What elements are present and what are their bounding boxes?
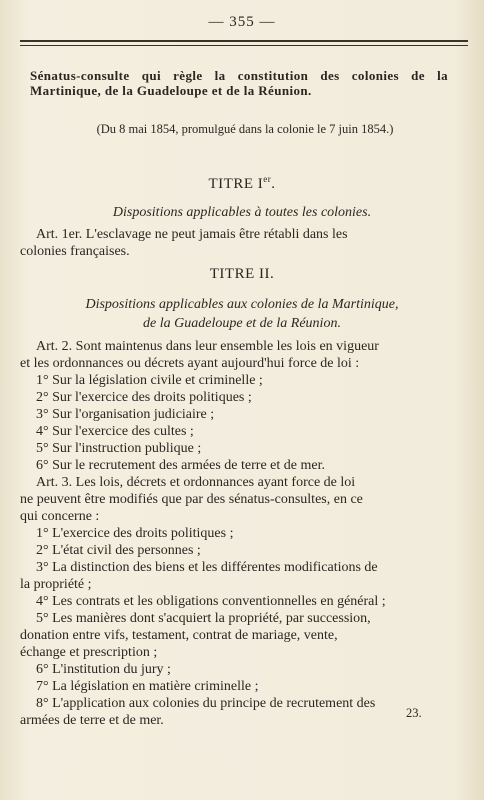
folio-signature: 23. xyxy=(406,706,422,720)
titre-2-subtitle-line-2: de la Guadeloupe et de la Réunion. xyxy=(143,316,341,331)
decree-title: Sénatus-consulte qui règle la constitution des colonies de la Martinique, de la Guadeloupe et de la Réunion. xyxy=(30,68,448,98)
header-rule-thick xyxy=(20,40,468,42)
art3-line-1: Art. 3. Les lois, décrets et ordonnances ayant force de loi xyxy=(36,475,356,490)
art3-line-3: qui concerne : xyxy=(20,509,100,524)
page-number: — 355 — xyxy=(208,14,276,30)
art3-item-3: 3° La distinction des biens et les différentes modifications de xyxy=(36,560,378,575)
titre-1-subtitle: Dispositions applicables à toutes les colonies. xyxy=(112,205,372,220)
art3-item-2: 2° L'état civil des personnes ; xyxy=(36,543,201,558)
art3-item-1: 1° L'exercice des droits politiques ; xyxy=(36,526,234,541)
art1-line-2: colonies françaises. xyxy=(20,244,130,259)
art2-item-6: 6° Sur le recrutement des armées de terre et de mer. xyxy=(36,458,325,473)
titre-2-subtitle-line-1: Dispositions applicables aux colonies de la Martinique, xyxy=(85,297,399,312)
art3-item-5: 5° Les manières dont s'acquiert la propriété, par succession, xyxy=(36,611,371,626)
art3-item-3-cont: la propriété ; xyxy=(20,577,92,592)
art2-line-1: Art. 2. Sont maintenus dans leur ensemble les lois en vigueur xyxy=(36,339,379,354)
art3-item-6: 6° L'institution du jury ; xyxy=(36,662,171,677)
art2-item-1: 1° Sur la législation civile et criminelle ; xyxy=(36,373,263,388)
art2-line-2: et les ordonnances ou décrets ayant aujourd'hui force de loi : xyxy=(20,356,360,371)
header-rule-thin xyxy=(20,45,468,46)
titre-1-main: TITRE I xyxy=(208,176,264,192)
art1-line-1: Art. 1er. L'esclavage ne peut jamais être rétabli dans les xyxy=(36,227,348,242)
titre-1-heading xyxy=(0,174,484,193)
art2-item-2: 2° Sur l'exercice des droits politiques ; xyxy=(36,390,252,405)
titre-1-sup: er xyxy=(263,174,272,184)
art3-item-8-cont: armées de terre et de mer. xyxy=(20,713,164,728)
titre-1-end: . xyxy=(271,176,276,192)
art2-item-5: 5° Sur l'instruction publique ; xyxy=(36,441,202,456)
art3-item-8: 8° L'application aux colonies du principe de recrutement des xyxy=(36,696,376,711)
titre-2-heading: TITRE II. xyxy=(209,266,275,282)
promulgation-date: (Du 8 mai 1854, promulgué dans la colonie le 7 juin 1854.) xyxy=(96,122,394,136)
art3-item-7: 7° La législation en matière criminelle ; xyxy=(36,679,259,694)
art2-item-4: 4° Sur l'exercice des cultes ; xyxy=(36,424,194,439)
art2-item-3: 3° Sur l'organisation judiciaire ; xyxy=(36,407,215,422)
art3-item-5-cont-1: donation entre vifs, testament, contrat de mariage, vente, xyxy=(20,628,338,643)
art3-item-4: 4° Les contrats et les obligations conventionnelles en général ; xyxy=(36,594,386,609)
art3-line-2: ne peuvent être modifiés que par des sénatus-consultes, en ce xyxy=(20,492,363,507)
art3-item-5-cont-2: échange et prescription ; xyxy=(20,645,158,660)
